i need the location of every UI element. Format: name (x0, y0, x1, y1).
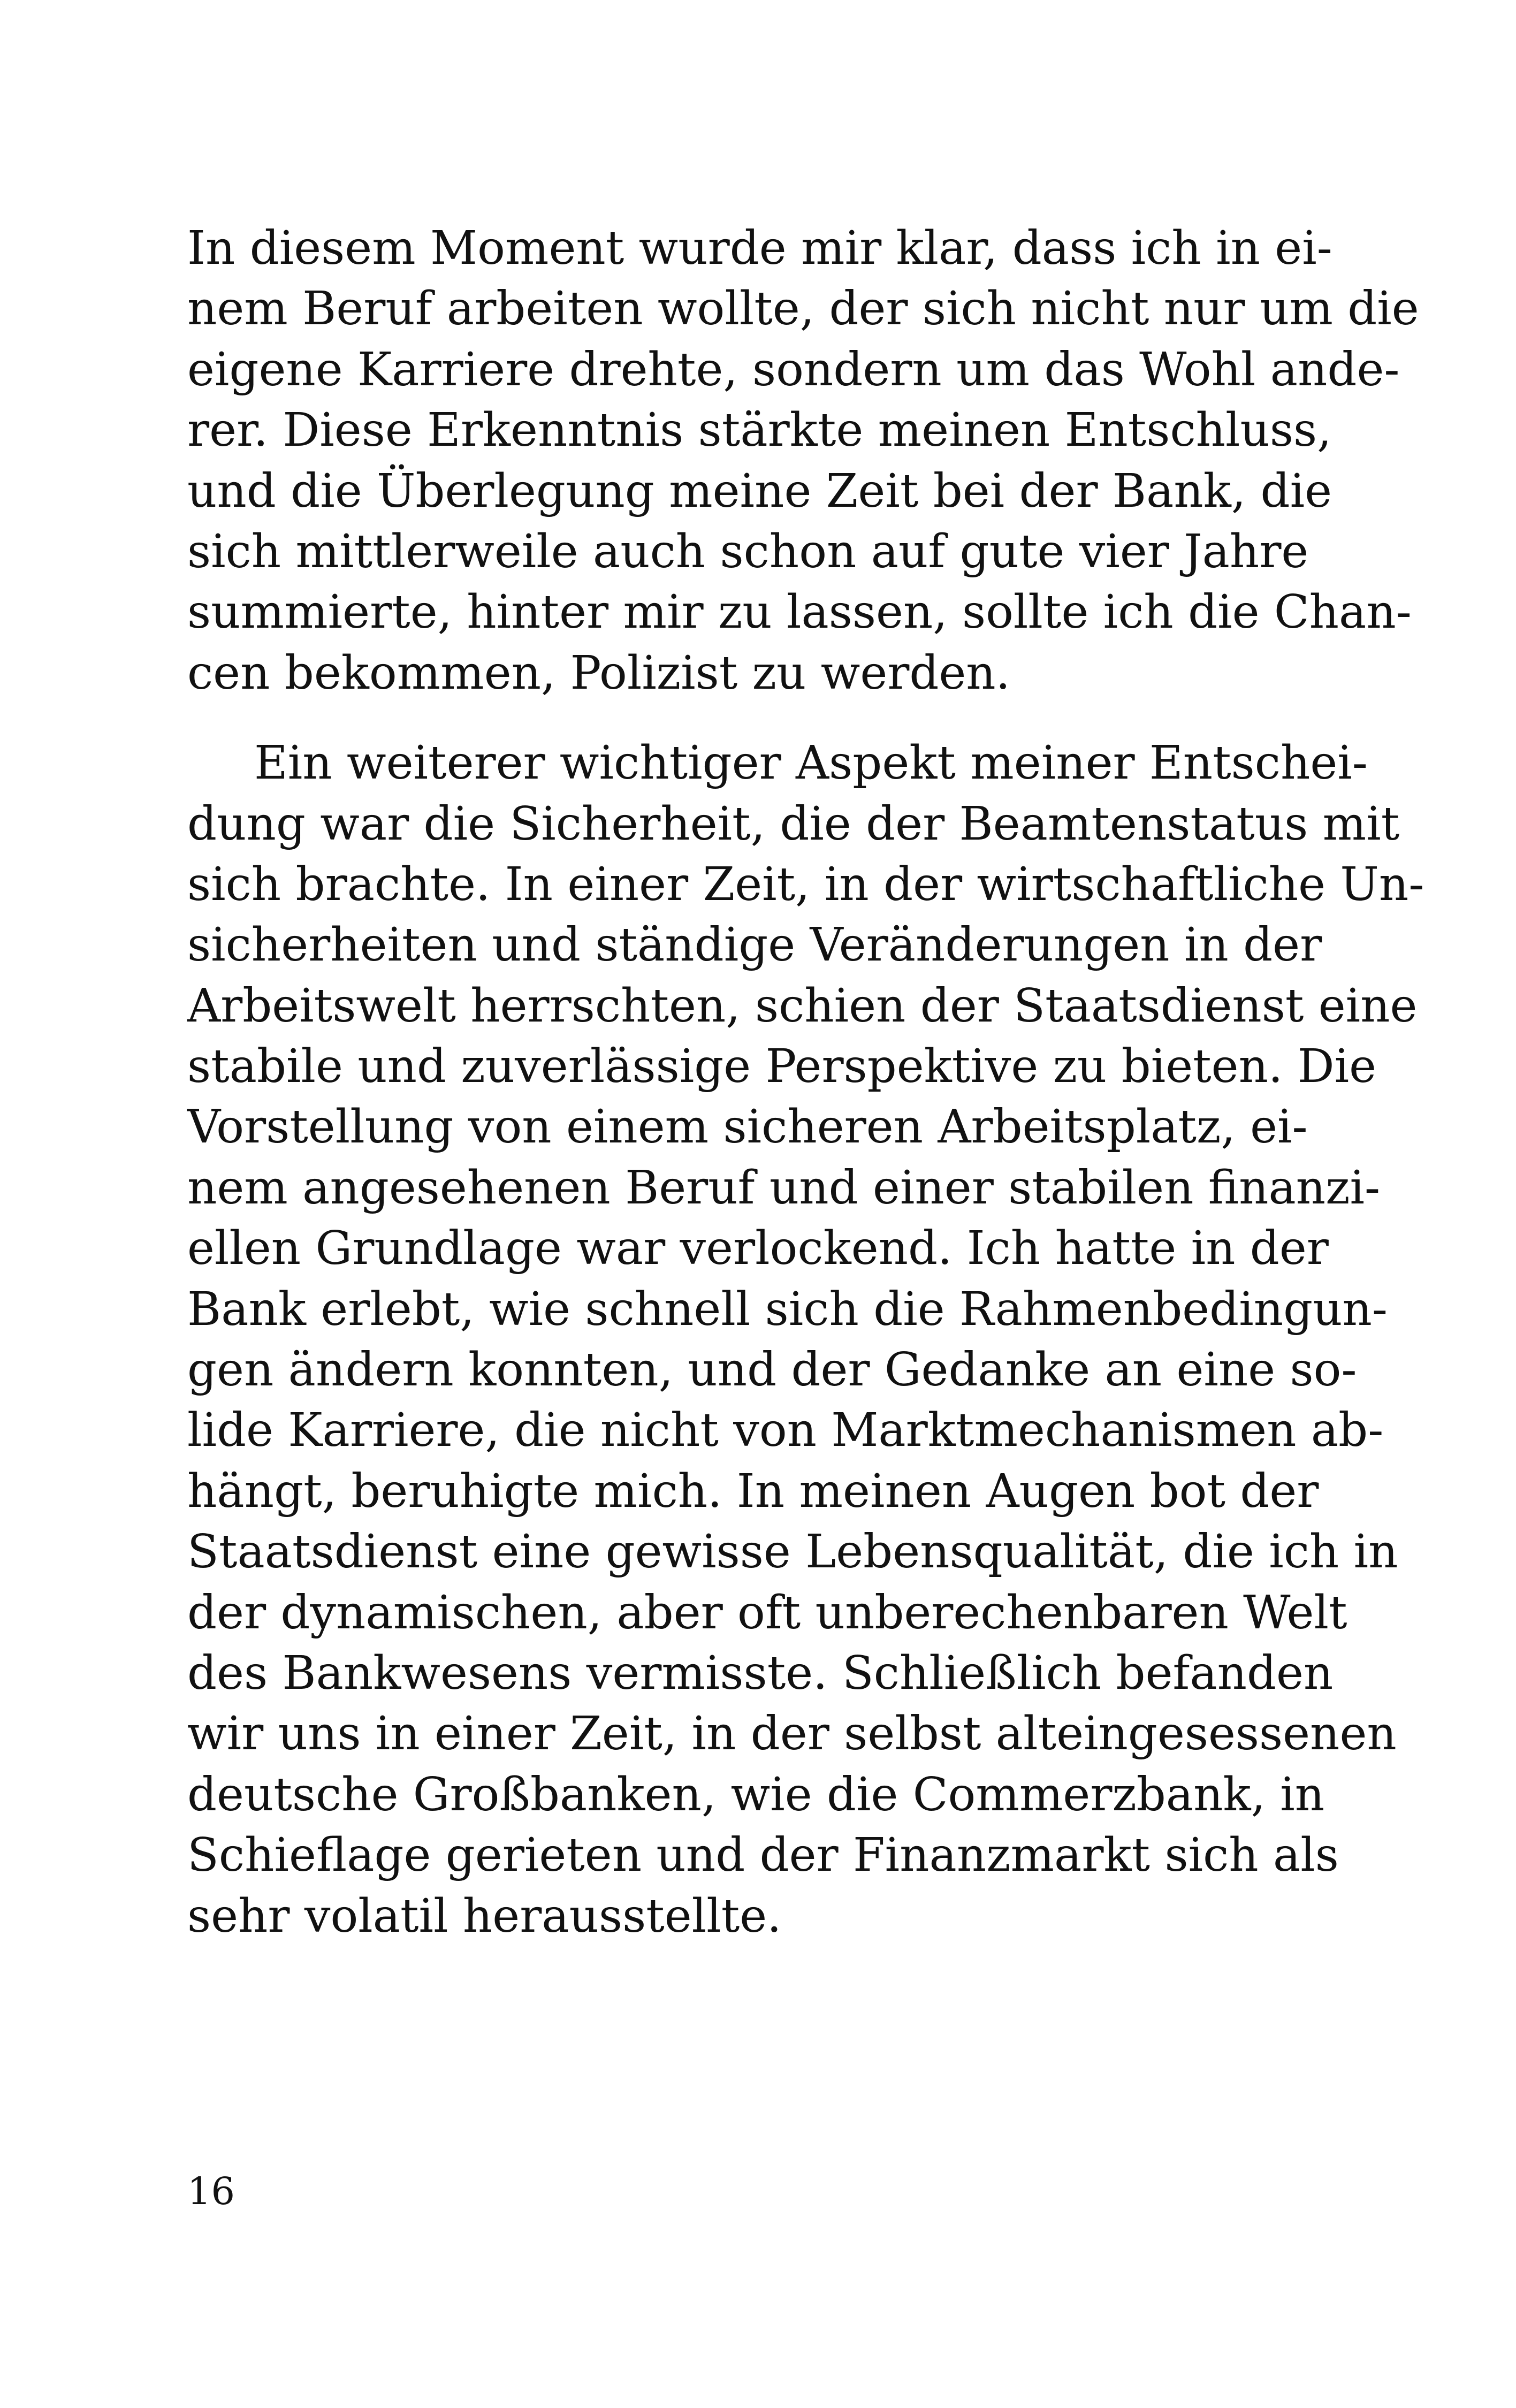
paragraph-spacer (187, 704, 1290, 733)
paragraph-1 (187, 218, 1419, 704)
paragraph-2 (187, 733, 1424, 1947)
text-line: nem angesehenen Beruf und einer stabilen finanzi- (187, 1161, 1381, 1215)
body-text (187, 218, 1424, 1947)
text-line: deutsche Großbanken, wie die Commerzbank, in (187, 1767, 1325, 1822)
text-line: der dynamischen, aber oft unberechenbaren Welt (187, 1586, 1347, 1640)
text-line: sich mittlerweile auch schon auf gute vier Jahre (187, 524, 1309, 578)
text-line: nem Beruf arbeiten wollte, der sich nicht nur um die (187, 282, 1419, 336)
text-line: des Bankwesens vermisste. Schließlich befanden (187, 1646, 1334, 1700)
text-line: sich brachte. In einer Zeit, in der wirtschaftliche Un- (187, 857, 1424, 911)
text-line: cen bekommen, Polizist zu werden. (187, 646, 1011, 700)
text-line: wir uns in einer Zeit, in der selbst alteingesessenen (187, 1707, 1397, 1761)
text-line: Schieflage gerieten und der Finanzmarkt sich als (187, 1828, 1339, 1883)
text-line: Bank erlebt, wie schnell sich die Rahmenbedingun- (187, 1282, 1388, 1336)
text-line: rer. Diese Erkenntnis stärkte meinen Entschluss, (187, 403, 1332, 458)
text-line: und die Überlegung meine Zeit bei der Bank, die (187, 464, 1332, 518)
text-line: Ein weiterer wichtiger Aspekt meiner Entschei- (254, 736, 1368, 790)
text-line: lide Karriere, die nicht von Marktmechanismen ab- (187, 1404, 1384, 1458)
text-line: ellen Grundlage war verlockend. Ich hatte in der (187, 1222, 1329, 1276)
text-line: sehr volatil herausstellte. (187, 1889, 782, 1943)
page-number: 16 (187, 2169, 235, 2213)
text-line: In diesem Moment wurde mir klar, dass ich in ei- (187, 222, 1332, 275)
text-line: Arbeitswelt herrschten, schien der Staatsdienst eine (187, 979, 1418, 1033)
text-line: stabile und zuverlässige Perspektive zu bieten. Die (187, 1040, 1376, 1094)
text-line: dung war die Sicherheit, die der Beamtenstatus mit (187, 797, 1400, 851)
text-line: summierte, hinter mir zu lassen, sollte ich die Chan- (187, 585, 1412, 639)
text-line: eigene Karriere drehte, sondern um das Wohl ande- (187, 342, 1400, 397)
text-line: gen ändern konnten, und der Gedanke an eine so- (187, 1343, 1357, 1397)
text-line: Vorstellung von einem sicheren Arbeitsplatz, ei- (187, 1100, 1308, 1154)
text-line: sicherheiten und ständige Veränderungen in der (187, 918, 1322, 972)
text-line: hängt, beruhigte mich. In meinen Augen bot der (187, 1464, 1319, 1518)
text-line: Staatsdienst eine gewisse Lebensqualität, die ich in (187, 1525, 1398, 1579)
